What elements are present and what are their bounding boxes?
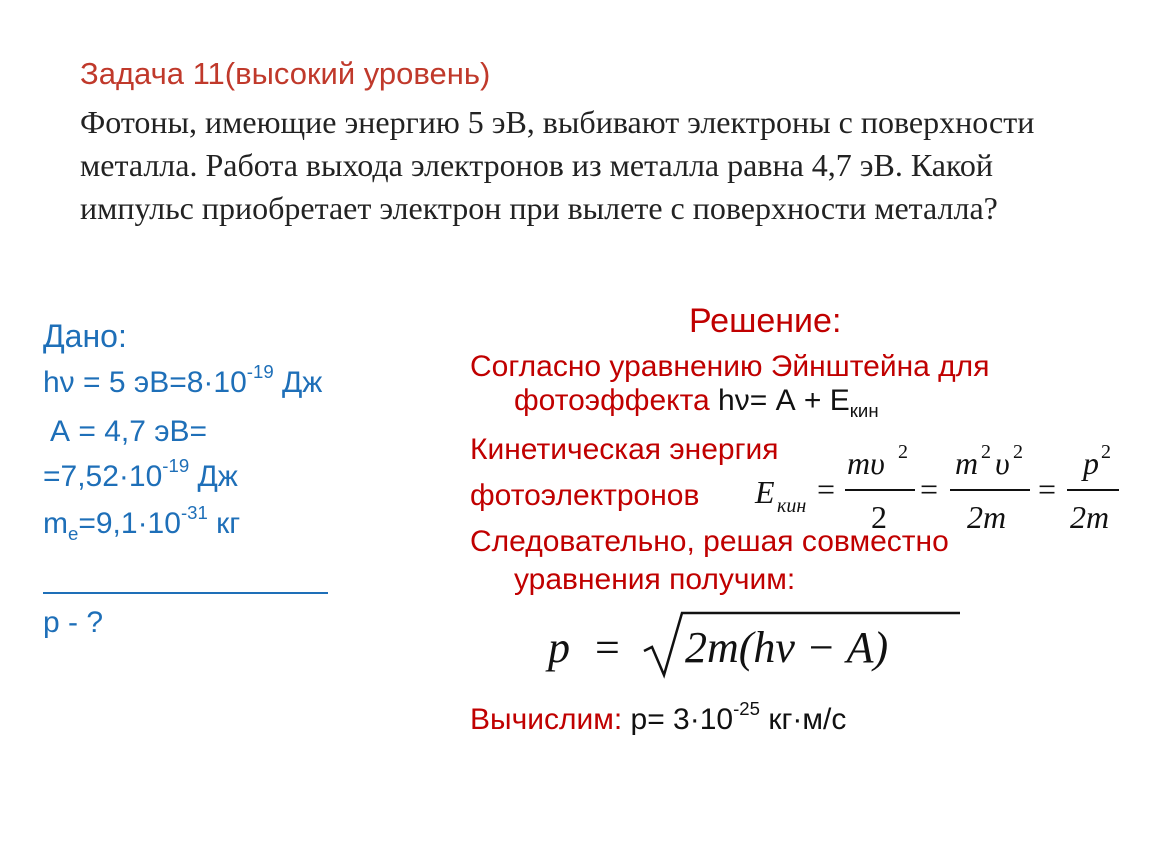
given-photon-energy	[43, 361, 323, 400]
solution-photoeffect-label: фотоэффекта	[514, 384, 719, 417]
formula-f3-denominator: 2m	[1070, 499, 1110, 535]
given-photon-energy-unit: Дж	[273, 366, 323, 399]
solution-einstein-line: Согласно уравнению Эйнштейна для	[470, 350, 990, 383]
given-work-function-joules	[43, 455, 238, 494]
formula-energy-subscript: кин	[777, 495, 807, 517]
calculation-value-exponent: -25	[733, 698, 760, 720]
given-electron-mass-symbol: m	[43, 507, 68, 540]
formula-f2-numerator-m-exp: 2	[981, 441, 991, 463]
calculation-value-main: р= 3·10	[622, 703, 734, 736]
formula-equals-1: =	[817, 471, 836, 507]
einstein-equation	[718, 384, 879, 421]
formula-f3-numerator: p	[1083, 445, 1099, 481]
given-photon-energy-value: hν = 5 эВ=8·10	[43, 366, 247, 399]
formula-f1-denominator: 2	[871, 499, 887, 535]
given-work-function-joules-exponent: -19	[162, 455, 190, 477]
given-electron-mass	[43, 502, 241, 544]
calculation-label: Вычислим:	[470, 703, 623, 736]
calculation-value	[622, 698, 847, 736]
given-work-function-joules-value: =7,52·10	[43, 460, 163, 493]
given-heading: Дано:	[43, 318, 127, 354]
formula-f1-numerator: mυ	[847, 445, 885, 481]
solution-equations-line: уравнения получим:	[514, 563, 796, 596]
einstein-equation-subscript: кин	[849, 399, 879, 421]
momentum-radicand: 2m(hν − A)	[685, 623, 889, 672]
calculation-value-unit: кг·м/с	[759, 703, 847, 736]
given-work-function-joules-unit: Дж	[189, 460, 238, 493]
find-momentum: р - ?	[43, 606, 104, 639]
calculation-result	[470, 698, 847, 737]
problem-statement: Фотоны, имеющие энергию 5 эВ, выбивают электроны с поверхности металла. Работа выхода электронов из металла равна 4,7 эВ. Какой импульс приобретает электрон при вылете с поверхности металла?	[80, 104, 1035, 226]
einstein-equation-text: hν= А + Е	[718, 384, 850, 417]
solution-kinetic-energy-line: Кинетическая энергия	[470, 433, 779, 466]
given-divider	[43, 592, 328, 594]
formula-equals-2: =	[920, 471, 939, 507]
task-title: Задача 11(высокий уровень)	[80, 56, 491, 91]
formula-f1-numerator-exp: 2	[898, 441, 908, 463]
formula-energy-symbol: E	[755, 474, 775, 510]
solution-photoelectrons-line: фотоэлектронов	[470, 479, 700, 512]
given-electron-mass-subscript: e	[68, 522, 79, 544]
formula-f2-numerator-v-exp: 2	[1013, 441, 1023, 463]
solution-therefore-line: Следовательно, решая совместно	[470, 525, 949, 558]
formula-f3-numerator-exp: 2	[1101, 441, 1111, 463]
formula-f2-denominator: 2m	[967, 499, 1007, 535]
formula-equals-3: =	[1038, 471, 1057, 507]
given-electron-mass-value: =9,1·10	[78, 507, 181, 540]
given-photon-energy-exponent: -19	[246, 361, 274, 383]
solution-photoeffect-line	[514, 384, 879, 421]
formula-f2-numerator-v: υ	[995, 445, 1010, 481]
momentum-equals: =	[595, 623, 620, 672]
given-electron-mass-unit: кг	[207, 507, 241, 540]
given-work-function: А = 4,7 эВ=	[50, 415, 208, 448]
solution-heading: Решение:	[689, 302, 842, 340]
kinetic-energy-formula	[745, 440, 1130, 540]
formula-f2-numerator-m: m	[955, 445, 979, 481]
momentum-formula	[540, 605, 970, 685]
momentum-lhs: p	[548, 623, 570, 672]
given-electron-mass-exponent: -31	[180, 502, 208, 524]
